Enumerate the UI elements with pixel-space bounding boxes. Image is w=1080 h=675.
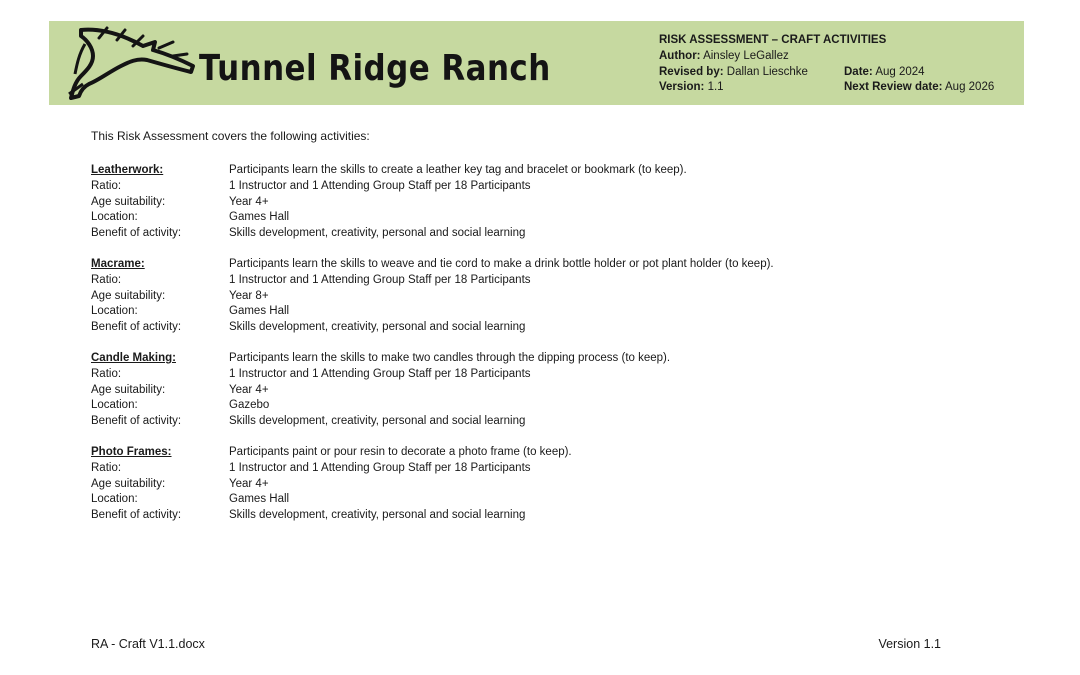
- age-value: Year 4+: [229, 477, 269, 490]
- activity-candle-making: [91, 352, 991, 431]
- location-value: Games Hall: [229, 305, 290, 318]
- intro-text: This Risk Assessment covers the following activities:: [91, 129, 370, 143]
- activity-name: Macrame:: [91, 258, 145, 270]
- author-label: Author:: [659, 49, 701, 62]
- benefit-value: Skills development, creativity, personal and social learning: [229, 509, 526, 522]
- document-header: [49, 21, 1024, 105]
- footer-version: Version 1.1: [878, 637, 941, 651]
- activity-macrame: [91, 258, 991, 337]
- ratio-value: 1 Instructor and 1 Attending Group Staff per 18 Participants: [229, 461, 531, 474]
- location-label: Location:: [91, 305, 138, 318]
- activity-name: Photo Frames:: [91, 446, 172, 458]
- activity-description: Participants learn the skills to weave and tie cord to make a drink bottle holder or pot plant holder (to keep).: [229, 258, 774, 270]
- age-value: Year 4+: [229, 383, 269, 396]
- benefit-label: Benefit of activity:: [91, 415, 182, 428]
- activity-name: Leatherwork:: [91, 164, 164, 176]
- review-label: Next Review date:: [844, 81, 943, 94]
- activity-description: Participants learn the skills to make two candles through the dipping process (to keep).: [229, 352, 671, 364]
- location-label: Location:: [91, 399, 138, 412]
- activity-description: Participants learn the skills to create a leather key tag and bracelet or bookmark (to keep).: [229, 164, 687, 176]
- benefit-value: Skills development, creativity, personal and social learning: [229, 415, 526, 428]
- ratio-label: Ratio:: [91, 461, 122, 474]
- benefit-label: Benefit of activity:: [91, 227, 182, 240]
- review-value: Aug 2026: [945, 81, 995, 94]
- ratio-value: 1 Instructor and 1 Attending Group Staff per 18 Participants: [229, 367, 531, 380]
- benefit-value: Skills development, creativity, personal and social learning: [229, 227, 526, 240]
- location-label: Location:: [91, 211, 138, 224]
- footer-filename: RA - Craft V1.1.docx: [91, 637, 205, 651]
- age-label: Age suitability:: [91, 289, 166, 302]
- activity-leatherwork: [91, 164, 991, 243]
- date-value: Aug 2024: [875, 65, 925, 78]
- activity-photo-frames: [91, 446, 991, 525]
- ratio-value: 1 Instructor and 1 Attending Group Staff per 18 Participants: [229, 179, 531, 192]
- brand-name: Tunnel Ridge Ranch: [199, 48, 551, 89]
- age-label: Age suitability:: [91, 195, 166, 208]
- age-value: Year 8+: [229, 289, 269, 302]
- horse-head-icon: [63, 24, 203, 102]
- age-label: Age suitability:: [91, 477, 166, 490]
- ratio-label: Ratio:: [91, 179, 122, 192]
- location-value: Games Hall: [229, 493, 290, 506]
- revised-value: Dallan Lieschke: [726, 65, 808, 78]
- version-label: Version:: [659, 81, 705, 94]
- location-label: Location:: [91, 493, 138, 506]
- benefit-label: Benefit of activity:: [91, 509, 182, 522]
- ratio-label: Ratio:: [91, 367, 122, 380]
- age-label: Age suitability:: [91, 383, 166, 396]
- version-value: 1.1: [707, 81, 724, 94]
- benefit-label: Benefit of activity:: [91, 321, 182, 334]
- benefit-value: Skills development, creativity, personal and social learning: [229, 321, 526, 334]
- location-value: Games Hall: [229, 211, 290, 224]
- ratio-label: Ratio:: [91, 273, 122, 286]
- document-meta: [659, 33, 995, 96]
- location-value: Gazebo: [229, 399, 270, 412]
- author-value: Ainsley LeGallez: [703, 49, 789, 62]
- ratio-value: 1 Instructor and 1 Attending Group Staff per 18 Participants: [229, 273, 531, 286]
- revised-label: Revised by:: [659, 65, 724, 78]
- document-title: RISK ASSESSMENT – CRAFT ACTIVITIES: [659, 34, 887, 46]
- activity-name: Candle Making:: [91, 352, 176, 364]
- age-value: Year 4+: [229, 195, 269, 208]
- activity-description: Participants paint or pour resin to decorate a photo frame (to keep).: [229, 446, 572, 458]
- ranch-logo: [63, 24, 551, 102]
- date-label: Date:: [844, 65, 873, 78]
